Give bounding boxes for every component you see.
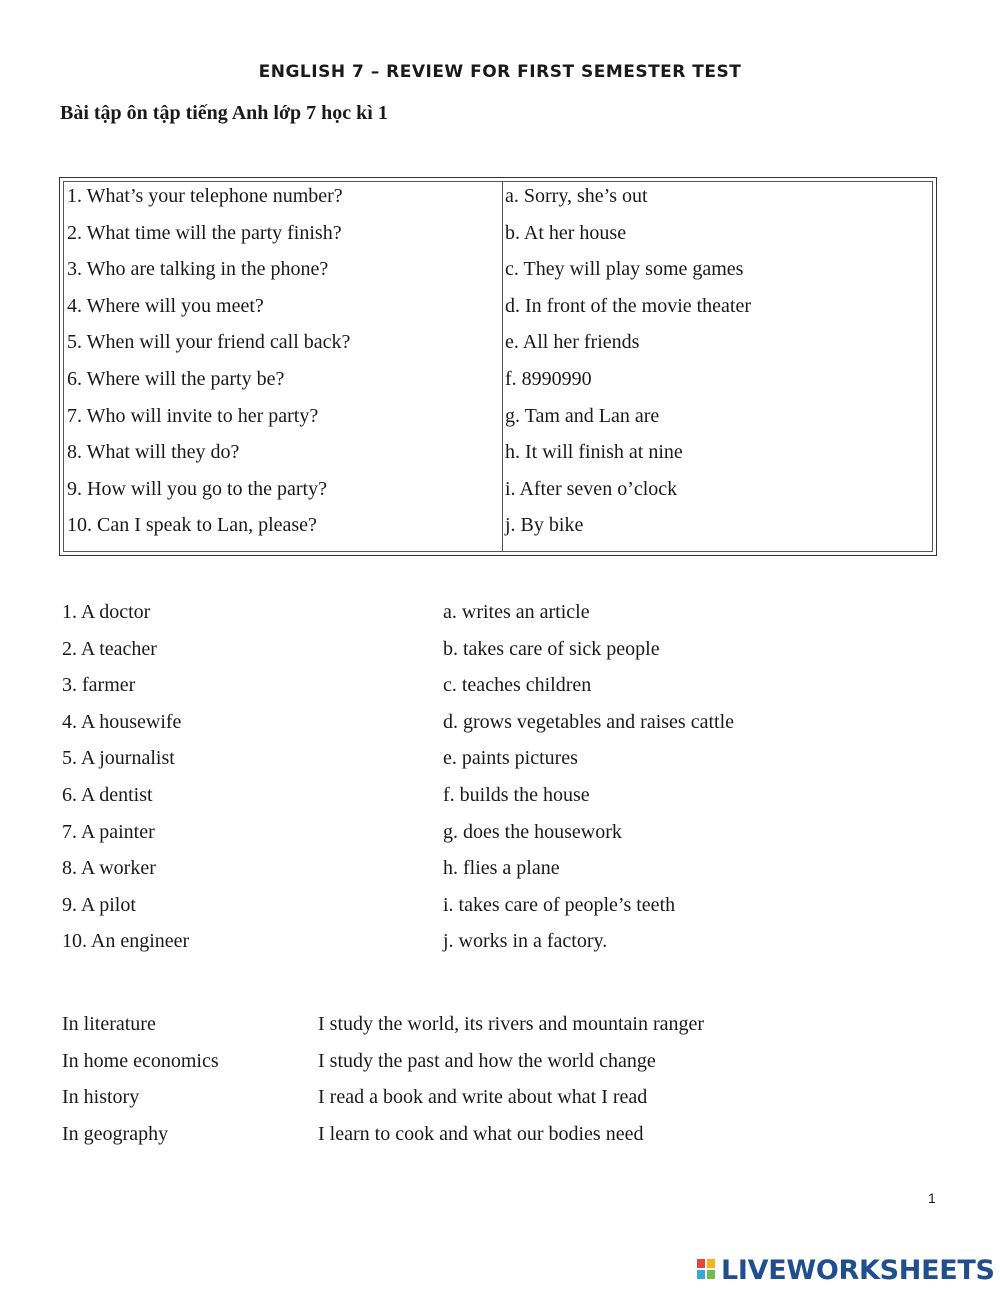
answer-item: f. 8990990 [505,368,592,390]
job-description-item: g. does the housework [443,820,622,843]
answer-item: h. It will finish at nine [505,441,683,464]
subject-item: In literature [62,1013,156,1035]
logo-square-green [707,1270,715,1279]
job-item: 4. A housewife [62,710,182,733]
job-item: 10. An engineer [62,930,190,953]
worksheet-subtitle: Bài tập ôn tập tiếng Anh lớp 7 học kì 1 [60,102,388,124]
job-item: 1. A doctor [62,601,151,623]
job-item: 9. A pilot [62,893,136,916]
question-item: 2. What time will the party finish? [67,221,342,244]
job-description-item: c. teaches children [443,674,592,697]
job-description-item: e. paints pictures [443,747,578,770]
job-description-item: a. writes an article [443,601,590,623]
job-description-item: h. flies a plane [443,857,560,880]
question-item: 10. Can I speak to Lan, please? [67,514,317,537]
liveworksheets-logo-icon [697,1259,717,1281]
subject-description-item: I learn to cook and what our bodies need [318,1122,644,1145]
matching-table-divider [502,182,503,551]
answer-item: a. Sorry, she’s out [505,185,648,207]
job-description-item: b. takes care of sick people [443,637,660,660]
job-item: 6. A dentist [62,784,153,806]
answer-item: d. In front of the movie theater [505,294,752,317]
job-item: 8. A worker [62,857,156,880]
subject-description-item: I read a book and write about what I read [318,1086,648,1109]
question-item: 7. Who will invite to her party? [67,404,319,427]
subject-item: In home economics [62,1049,219,1072]
answer-item: i. After seven o’clock [505,477,678,500]
answer-item: b. At her house [505,221,627,244]
logo-square-red [697,1259,705,1268]
job-description-item: j. works in a factory. [443,930,608,953]
worksheet-title: ENGLISH 7 – REVIEW FOR FIRST SEMESTER TEST [258,62,742,82]
question-item: 5. When will your friend call back? [67,331,351,354]
question-item: 4. Where will you meet? [67,294,264,317]
page-number: 1 [928,1190,936,1206]
subject-description-item: I study the past and how the world change [318,1049,656,1072]
question-item: 8. What will they do? [67,441,240,464]
question-item: 1. What’s your telephone number? [67,185,343,207]
subject-item: In history [62,1086,140,1109]
job-item: 3. farmer [62,674,136,697]
job-description-item: d. grows vegetables and raises cattle [443,710,735,733]
liveworksheets-logo [697,1253,995,1287]
question-item: 6. Where will the party be? [67,368,285,390]
answer-item: j. By bike [505,514,584,537]
logo-square-yellow [707,1259,715,1268]
job-item: 2. A teacher [62,637,157,660]
job-description-item: f. builds the house [443,784,590,806]
liveworksheets-logo-text: LIVEWORKSHEETS [721,1254,995,1286]
subject-description-item: I study the world, its rivers and mountain ranger [318,1013,705,1035]
job-description-item: i. takes care of people’s teeth [443,893,676,916]
job-item: 7. A painter [62,820,155,843]
answer-item: e. All her friends [505,331,640,354]
logo-square-blue [697,1270,705,1279]
question-item: 9. How will you go to the party? [67,477,327,500]
question-item: 3. Who are talking in the phone? [67,258,329,281]
answer-item: g. Tam and Lan are [505,404,660,427]
job-item: 5. A journalist [62,747,175,770]
subject-item: In geography [62,1122,169,1145]
answer-item: c. They will play some games [505,258,744,281]
